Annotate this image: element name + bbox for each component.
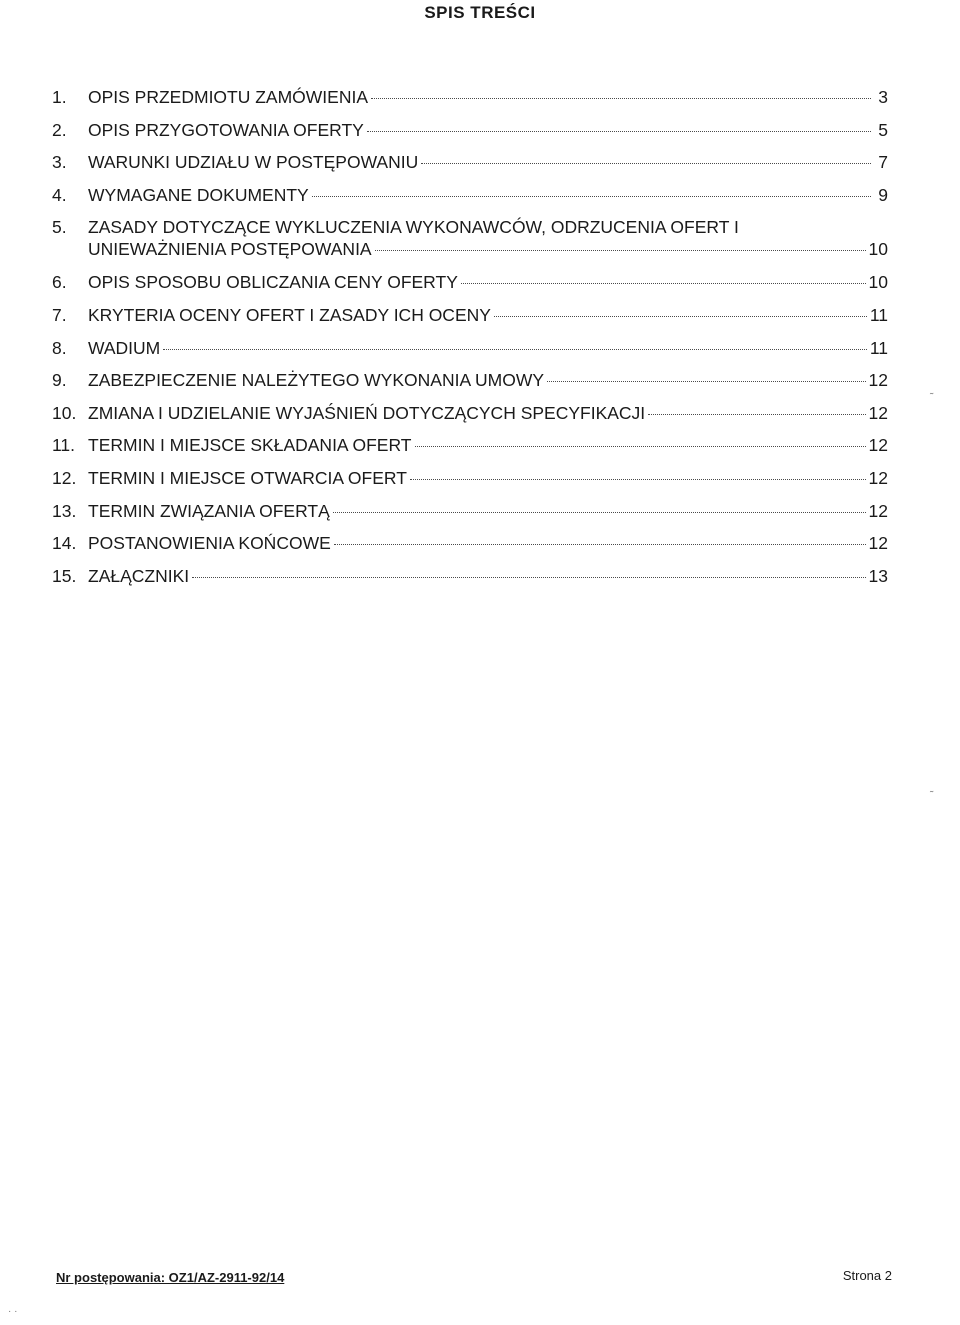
toc-entry-title: TERMIN I MIEJSCE OTWARCIA OFERT — [88, 467, 407, 488]
toc-entry-title: OPIS SPOSOBU OBLICZANIA CENY OFERTY — [88, 272, 458, 293]
toc-entry — [52, 565, 888, 598]
toc-entry — [52, 86, 888, 119]
document-title: SPIS TREŚCI — [424, 3, 536, 22]
toc-entry-title: KRYTERIA OCENY OFERT I ZASADY ICH OCENY — [88, 304, 491, 325]
toc-entry-page: 12 — [868, 435, 888, 456]
dot-leader — [547, 381, 865, 382]
toc-entry — [52, 151, 888, 184]
toc-entry-title: OPIS PRZYGOTOWANIA OFERTY — [88, 119, 364, 140]
toc-entry — [52, 337, 888, 370]
dot-leader — [192, 577, 865, 578]
toc-entry — [52, 434, 888, 467]
toc-entry-page: 12 — [868, 467, 888, 488]
toc-entry-page: 7 — [878, 152, 888, 173]
toc-entry-title: ZABEZPIECZENIE NALEŻYTEGO WYKONANIA UMOWY — [88, 370, 545, 391]
toc-entry-page: 9 — [878, 184, 888, 205]
page-footer — [56, 1270, 892, 1288]
toc-entry-title-continued: UNIEWAŻNIENIA POSTĘPOWANIA — [88, 239, 372, 260]
toc-entry — [52, 467, 888, 500]
toc-entry-title: ZASADY DOTYCZĄCE WYKLUCZENIA WYKONAWCÓW, ODRZUCENIA OFERT I — [88, 217, 739, 238]
toc-entry-title: TERMIN ZWIĄZANIA OFERTĄ — [88, 500, 330, 521]
toc-entry-title: WARUNKI UDZIAŁU W POSTĘPOWANIU — [88, 152, 419, 173]
dot-leader — [333, 512, 866, 513]
toc-entry-title: OPIS PRZEDMIOTU ZAMÓWIENIA — [88, 87, 369, 107]
dot-leader — [334, 544, 866, 545]
scan-artifact: · · — [8, 1306, 18, 1317]
dot-leader — [494, 316, 867, 317]
dot-leader — [410, 479, 866, 480]
toc-entry — [52, 500, 888, 533]
toc-entry-title: TERMIN I MIEJSCE SKŁADANIA OFERT — [88, 435, 412, 456]
toc-entry-page: 12 — [868, 500, 888, 521]
toc-entry-number: 13. — [52, 500, 77, 521]
toc-entry-number: 5. — [52, 217, 67, 238]
toc-entry-number: 12. — [52, 467, 77, 488]
dot-leader — [367, 131, 871, 132]
toc-entry-page: 11 — [869, 337, 888, 358]
toc-entry-number: 9. — [52, 370, 67, 391]
page-number-label: Strona 2 — [842, 1268, 892, 1283]
toc-entry — [52, 304, 888, 337]
toc-entry — [52, 402, 888, 435]
dot-leader — [648, 414, 865, 415]
dot-leader — [371, 98, 871, 99]
dot-leader — [421, 163, 871, 164]
dot-leader — [375, 250, 866, 251]
scan-artifact: ˜ — [930, 392, 934, 403]
toc-entry — [52, 216, 888, 271]
toc-entry-page: 3 — [878, 87, 888, 107]
toc-entry-page: 12 — [868, 402, 888, 423]
toc-entry-number: 15. — [52, 565, 77, 586]
toc-entry-page: 10 — [868, 239, 888, 260]
toc-entry-number: 11. — [52, 435, 76, 456]
toc-entry — [52, 271, 888, 304]
scan-artifact: ˜ — [930, 790, 934, 801]
dot-leader — [312, 196, 871, 197]
table-of-contents — [52, 86, 888, 597]
toc-entry — [52, 532, 888, 565]
toc-entry-number: 14. — [52, 533, 77, 554]
toc-entry-page: 5 — [878, 119, 888, 140]
toc-entry-number: 2. — [52, 119, 67, 140]
toc-entry-page: 10 — [868, 272, 888, 293]
toc-entry-title: WADIUM — [88, 337, 161, 358]
toc-entry-title: ZAŁĄCZNIKI — [88, 565, 190, 586]
toc-entry — [52, 119, 888, 152]
toc-entry-number: 8. — [52, 337, 67, 358]
procedure-number: Nr postępowania: OZ1/AZ-2911-92/14 — [56, 1270, 285, 1285]
toc-entry-title: WYMAGANE DOKUMENTY — [88, 184, 309, 205]
dot-leader — [461, 283, 866, 284]
toc-entry-number: 7. — [52, 304, 67, 325]
toc-entry-number: 4. — [52, 184, 67, 205]
toc-entry — [52, 369, 888, 402]
toc-entry-title: POSTANOWIENIA KOŃCOWE — [88, 533, 331, 554]
toc-entry — [52, 184, 888, 217]
toc-entry-page: 12 — [868, 370, 888, 391]
dot-leader — [415, 446, 866, 447]
toc-entry-page: 12 — [868, 533, 888, 554]
toc-entry-title: ZMIANA I UDZIELANIE WYJAŚNIEŃ DOTYCZĄCYCH SPECYFIKACJI — [88, 402, 646, 423]
toc-entry-page: 13 — [868, 565, 888, 586]
toc-entry-page: 11 — [869, 304, 888, 325]
dot-leader — [163, 349, 867, 350]
toc-entry-number: 10. — [52, 402, 77, 423]
toc-entry-number: 6. — [52, 272, 67, 293]
toc-entry-number: 3. — [52, 152, 67, 173]
toc-entry-number: 1. — [52, 87, 67, 107]
